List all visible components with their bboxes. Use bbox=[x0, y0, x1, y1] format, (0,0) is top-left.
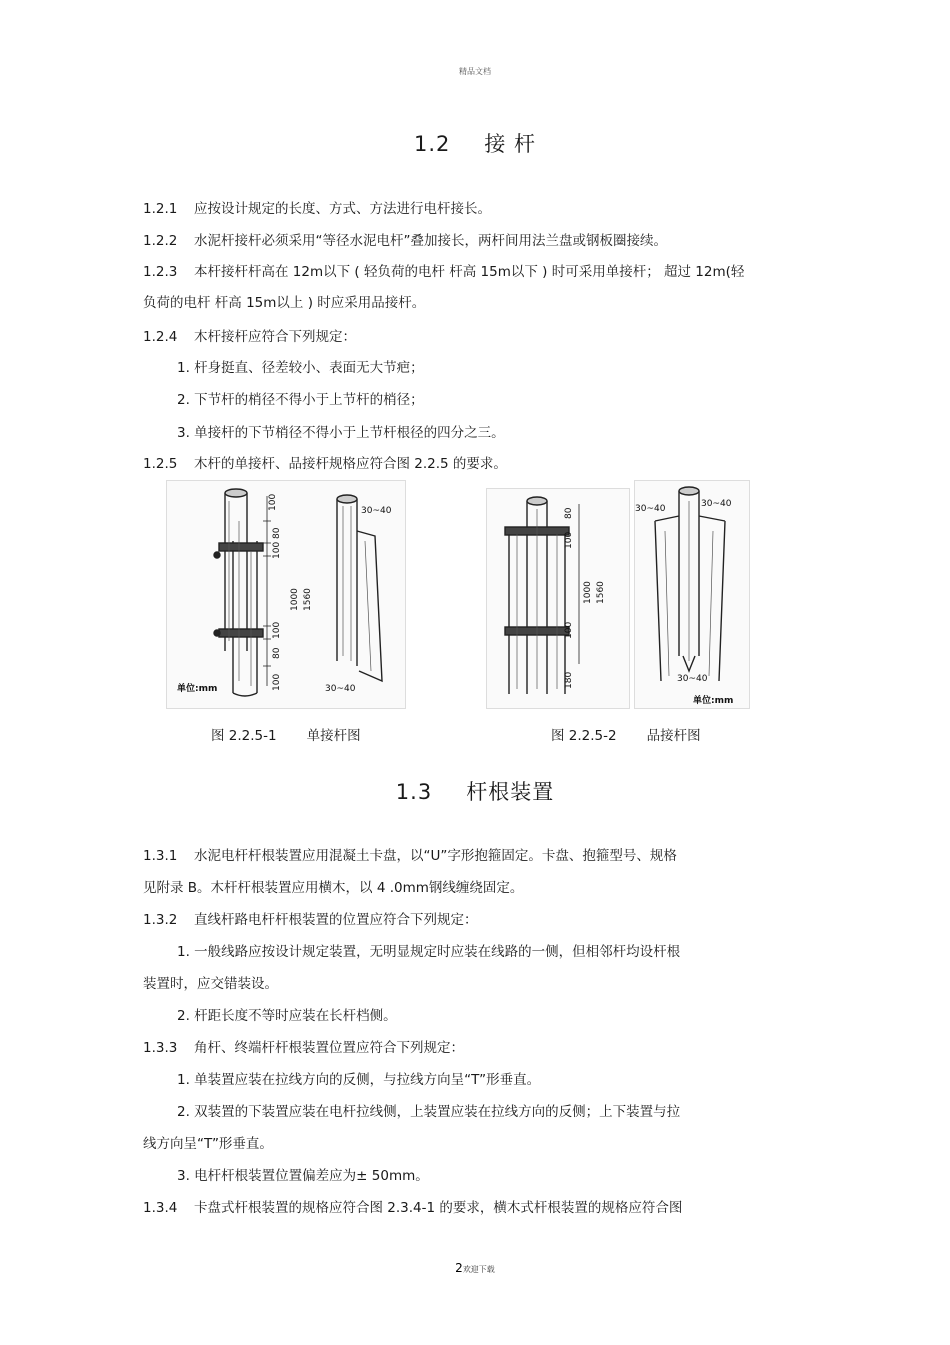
page-footer bbox=[0, 1261, 950, 1275]
clause-continuation: 线方向呈“T”形垂直。 bbox=[143, 1136, 273, 1152]
clause-number: 1.2.5 bbox=[143, 456, 178, 472]
svg-text:180: 180 bbox=[564, 671, 574, 689]
caption-text: 品接杆图 bbox=[646, 728, 701, 744]
svg-text:80: 80 bbox=[272, 527, 282, 539]
clause-text: 卡盘式杆根装置的规格应符合图 2.3.4-1 的要求，横木式杆根装置的规格应符合图 bbox=[194, 1200, 683, 1216]
unit-label: 单位:mm bbox=[177, 684, 218, 694]
caption-number: 图 2.2.5-2 bbox=[551, 728, 617, 744]
sub-item: 2. 杆距长度不等时应装在长杆档侧。 bbox=[177, 1008, 397, 1024]
clause-1-3-4 bbox=[143, 1196, 682, 1216]
svg-text:100: 100 bbox=[272, 541, 282, 559]
sub-item: 2. 下节杆的梢径不得小于上节杆的梢径； bbox=[177, 392, 424, 408]
section-number: 1.3 bbox=[395, 780, 433, 804]
section-heading-1-2 bbox=[0, 128, 950, 158]
svg-text:1560: 1560 bbox=[303, 588, 313, 611]
page-number: 2 bbox=[455, 1261, 463, 1275]
clause-1-2-5 bbox=[143, 452, 507, 472]
clause-continuation: 负荷的电杆 杆高 15m以上 ) 时应采用品接杆。 bbox=[143, 295, 426, 311]
clause-1-2-3 bbox=[143, 260, 744, 280]
sub-item: 2. 双装置的下装置应装在电杆拉线侧，上装置应装在拉线方向的反侧；上下装置与拉 bbox=[177, 1104, 681, 1120]
section-number: 1.2 bbox=[413, 132, 451, 156]
clause-1-2-2 bbox=[143, 229, 667, 249]
svg-text:100: 100 bbox=[564, 531, 574, 549]
triangle-splice-right-drawing bbox=[635, 481, 749, 708]
clause-text: 木杆的单接杆、品接杆规格应符合图 2.2.5 的要求。 bbox=[194, 456, 507, 472]
svg-text:1000: 1000 bbox=[583, 581, 593, 604]
section-title: 接 杆 bbox=[484, 132, 537, 156]
single-splice-drawing bbox=[167, 481, 405, 708]
figure-single-splice-pole bbox=[166, 480, 406, 709]
footer-text: 欢迎下载 bbox=[462, 1265, 495, 1274]
clause-number: 1.3.4 bbox=[143, 1200, 178, 1216]
clause-number: 1.3.3 bbox=[143, 1040, 178, 1056]
figure-triangle-splice-right bbox=[634, 480, 750, 709]
svg-text:100: 100 bbox=[268, 493, 278, 511]
caption-text: 单接杆图 bbox=[306, 728, 361, 744]
svg-text:30~40: 30~40 bbox=[361, 506, 392, 516]
svg-text:30~40: 30~40 bbox=[325, 684, 356, 694]
svg-text:80: 80 bbox=[272, 647, 282, 659]
svg-text:80: 80 bbox=[564, 507, 574, 519]
clause-text: 直线杆路电杆杆根装置的位置应符合下列规定： bbox=[194, 912, 478, 928]
clause-text: 水泥电杆杆根装置应用混凝土卡盘，以“U”字形抱箍固定。卡盘、抱箍型号、规格 bbox=[194, 848, 677, 864]
clause-1-3-1 bbox=[143, 844, 677, 864]
clause-number: 1.2.4 bbox=[143, 329, 178, 345]
clause-text: 应按设计规定的长度、方式、方法进行电杆接长。 bbox=[194, 201, 491, 217]
clause-number: 1.2.2 bbox=[143, 233, 178, 249]
section-title: 杆根装置 bbox=[466, 780, 555, 804]
clause-continuation: 装置时，应交错装设。 bbox=[143, 976, 278, 992]
clause-1-2-1 bbox=[143, 197, 491, 217]
clause-continuation: 见附录 B。木杆杆根装置应用横木，以 4 .0mm钢线缠绕固定。 bbox=[143, 880, 524, 896]
clause-number: 1.2.1 bbox=[143, 201, 178, 217]
clause-1-3-2 bbox=[143, 908, 478, 928]
sub-item: 1. 一般线路应按设计规定装置，无明显规定时应装在线路的一侧，但相邻杆均设杆根 bbox=[177, 944, 681, 960]
svg-text:1000: 1000 bbox=[290, 588, 300, 611]
svg-text:30~40: 30~40 bbox=[677, 674, 708, 684]
clause-1-2-4 bbox=[143, 325, 356, 345]
clause-number: 1.3.1 bbox=[143, 848, 178, 864]
clause-number: 1.3.2 bbox=[143, 912, 178, 928]
clause-text: 角杆、终端杆杆根装置位置应符合下列规定： bbox=[194, 1040, 464, 1056]
section-heading-1-3 bbox=[0, 776, 950, 806]
sub-item: 1. 杆身挺直、径差较小、表面无大节疤； bbox=[177, 360, 424, 376]
svg-text:100: 100 bbox=[272, 621, 282, 639]
caption-number: 图 2.2.5-1 bbox=[211, 728, 277, 744]
unit-label: 单位:mm bbox=[693, 696, 734, 706]
clause-number: 1.2.3 bbox=[143, 264, 178, 280]
page-header: 精品文档 bbox=[459, 67, 491, 76]
sub-item: 3. 电杆杆根装置位置偏差应为± 50mm。 bbox=[177, 1168, 429, 1184]
clause-text: 水泥杆接杆必须采用“等径水泥电杆”叠加接长，两杆间用法兰盘或钢板圈接续。 bbox=[194, 233, 667, 249]
clause-1-3-3 bbox=[143, 1036, 464, 1056]
svg-text:100: 100 bbox=[272, 673, 282, 691]
svg-text:1560: 1560 bbox=[596, 581, 606, 604]
figure-caption-1 bbox=[211, 724, 361, 744]
clause-text: 本杆接杆杆高在 12m以下 ( 轻负荷的电杆 杆高 15m以下 ) 时可采用单接杆； 超过 12m(轻 bbox=[194, 264, 745, 280]
figure-triangle-splice-pole bbox=[486, 488, 630, 709]
svg-text:30~40: 30~40 bbox=[635, 504, 666, 514]
triangle-splice-left-drawing bbox=[487, 489, 629, 708]
clause-text: 木杆接杆应符合下列规定： bbox=[194, 329, 356, 345]
svg-text:100: 100 bbox=[564, 621, 574, 639]
svg-text:30~40: 30~40 bbox=[701, 499, 732, 509]
sub-item: 3. 单接杆的下节梢径不得小于上节杆根径的四分之三。 bbox=[177, 425, 505, 441]
figure-caption-2 bbox=[551, 724, 701, 744]
sub-item: 1. 单装置应装在拉线方向的反侧，与拉线方向呈“T”形垂直。 bbox=[177, 1072, 541, 1088]
